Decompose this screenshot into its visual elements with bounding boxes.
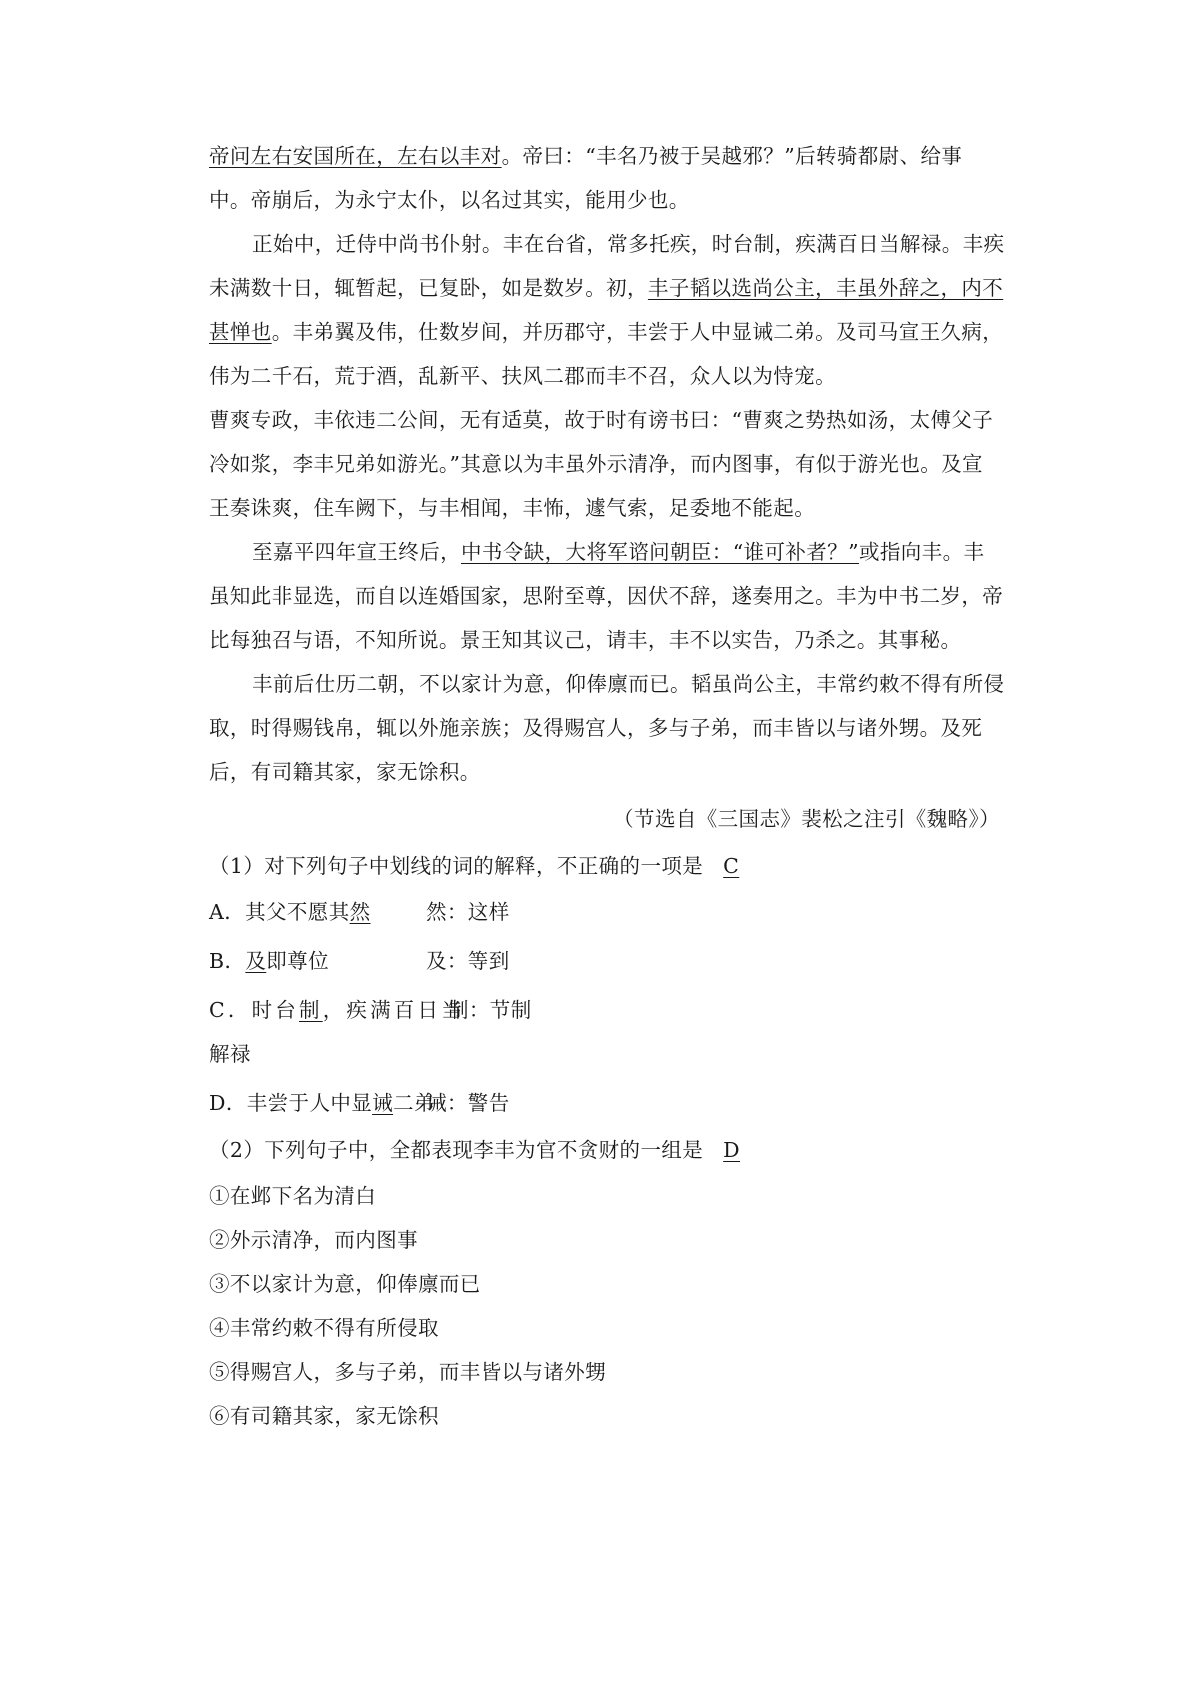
underlined-phrase: 帝问左右安国所在，左右以丰对 bbox=[209, 144, 502, 168]
question-text: （1）对下列句子中划线的词的解释，不正确的一项是 bbox=[209, 854, 704, 878]
passage-line: 丰前后仕历二朝，不以家计为意，仰俸廪而已。韬虽尚公主，丰常约敕不得有所侵 bbox=[252, 672, 1005, 696]
list-item: ⑤得赐宫人，多与子弟，而丰皆以与诸外甥 bbox=[209, 1360, 607, 1384]
passage-line: 王奏诛爽，住车阙下，与丰相闻，丰怖，遽气索，足委地不能起。 bbox=[209, 496, 816, 520]
option-d bbox=[209, 1089, 435, 1117]
option-text: 时台 bbox=[251, 998, 299, 1022]
option-text: ，疾满百日当 bbox=[322, 998, 465, 1022]
underlined-word: 诫 bbox=[372, 1091, 394, 1115]
list-item: ④丰常约敕不得有所侵取 bbox=[209, 1316, 439, 1340]
question-2-stem bbox=[209, 1136, 744, 1164]
option-label: D． bbox=[209, 1091, 247, 1115]
option-text: 其父不愿其 bbox=[245, 900, 350, 924]
option-text: 二弟 bbox=[393, 1091, 435, 1115]
passage-line: 中。帝崩后，为永宁太仆，以名过其实，能用少也。 bbox=[209, 188, 690, 212]
option-c-gloss: 制：节制 bbox=[448, 998, 532, 1022]
passage-line: 比每独召与语，不知所说。景王知其议己，请丰，丰不以实告，乃杀之。其事秘。 bbox=[209, 628, 962, 652]
passage-text: 未满数十日，辄暂起，已复卧，如是数岁。初， bbox=[209, 276, 648, 300]
option-d-gloss: 诫：警告 bbox=[426, 1091, 510, 1115]
passage-line: 虽知此非显选，而自以连婚国家，思附至尊，因伏不辞，遂奏用之。丰为中书二岁，帝 bbox=[209, 584, 1004, 608]
list-item: ①在邺下名为清白 bbox=[209, 1184, 377, 1208]
option-b-gloss: 及：等到 bbox=[426, 949, 510, 973]
option-text: 丰尝于人中显 bbox=[246, 1091, 373, 1115]
option-label: B． bbox=[209, 949, 246, 973]
underlined-phrase: 丰子韬以选尚公主，丰虽外辞之，内不 bbox=[647, 276, 1004, 300]
passage-line: 后，有司籍其家，家无馀积。 bbox=[209, 760, 481, 784]
passage-source: （节选自《三国志》裴松之注引《魏略》） bbox=[613, 807, 1000, 831]
option-label: C． bbox=[209, 998, 252, 1022]
list-item: ②外示清净，而内图事 bbox=[209, 1228, 418, 1252]
underlined-word: 及 bbox=[245, 949, 267, 973]
question-text: （2）下列句子中，全都表现李丰为官不贪财的一组是 bbox=[209, 1138, 704, 1162]
passage-text: 。丰弟翼及伟，仕数岁间，并历郡守，丰尝于人中显诫二弟。及司马宣王久病， bbox=[271, 320, 1004, 344]
list-item: ③不以家计为意，仰俸廪而已 bbox=[209, 1272, 481, 1296]
answer-blank: C bbox=[723, 854, 740, 878]
passage-line: 曹爽专政，丰依违二公间，无有适莫，故于时有谤书曰：“曹爽之势热如汤，太傅父子 bbox=[209, 408, 994, 432]
option-b bbox=[209, 947, 329, 975]
list-item: ⑥有司籍其家，家无馀积 bbox=[209, 1404, 439, 1428]
underlined-phrase: 甚惮也 bbox=[209, 320, 272, 344]
passage-line: 正始中，迁侍中尚书仆射。丰在台省，常多托疾，时台制，疾满百日当解禄。丰疾 bbox=[252, 232, 1005, 256]
passage-line bbox=[209, 274, 1003, 302]
passage-line: 取，时得赐钱帛，辄以外施亲族；及得赐宫人，多与子弟，而丰皆以与诸外甥。及死 bbox=[209, 716, 983, 740]
option-text: 即尊位 bbox=[266, 949, 329, 973]
question-1-stem bbox=[209, 852, 743, 880]
option-a-gloss: 然：这样 bbox=[426, 900, 510, 924]
answer-blank: D bbox=[723, 1138, 740, 1162]
option-a bbox=[209, 898, 371, 926]
passage-line: 冷如浆，李丰兄弟如游光。”其意以为丰虽外示清净，而内图事，有似于游光也。及宣 bbox=[209, 452, 983, 476]
underlined-word: 然 bbox=[349, 900, 371, 924]
passage-line bbox=[209, 142, 962, 170]
passage-text: 。帝曰：“丰名乃被于吴越邪？”后转骑都尉、给事 bbox=[501, 144, 963, 168]
option-c bbox=[209, 996, 465, 1024]
passage-line bbox=[209, 318, 1003, 346]
passage-line: 伟为二千石，荒于酒，乱新平、扶风二郡而丰不召，众人以为恃宠。 bbox=[209, 364, 836, 388]
option-c-wrap: 解禄 bbox=[209, 1042, 251, 1066]
passage-line bbox=[252, 538, 984, 566]
option-label: A． bbox=[209, 900, 246, 924]
underlined-phrase: 中书令缺，大将军谘问朝臣：“谁可补者？” bbox=[461, 540, 859, 564]
passage-text: 或指向丰。丰 bbox=[858, 540, 985, 564]
underlined-word: 制 bbox=[299, 998, 323, 1022]
passage-text: 至嘉平四年宣王终后， bbox=[252, 540, 461, 564]
